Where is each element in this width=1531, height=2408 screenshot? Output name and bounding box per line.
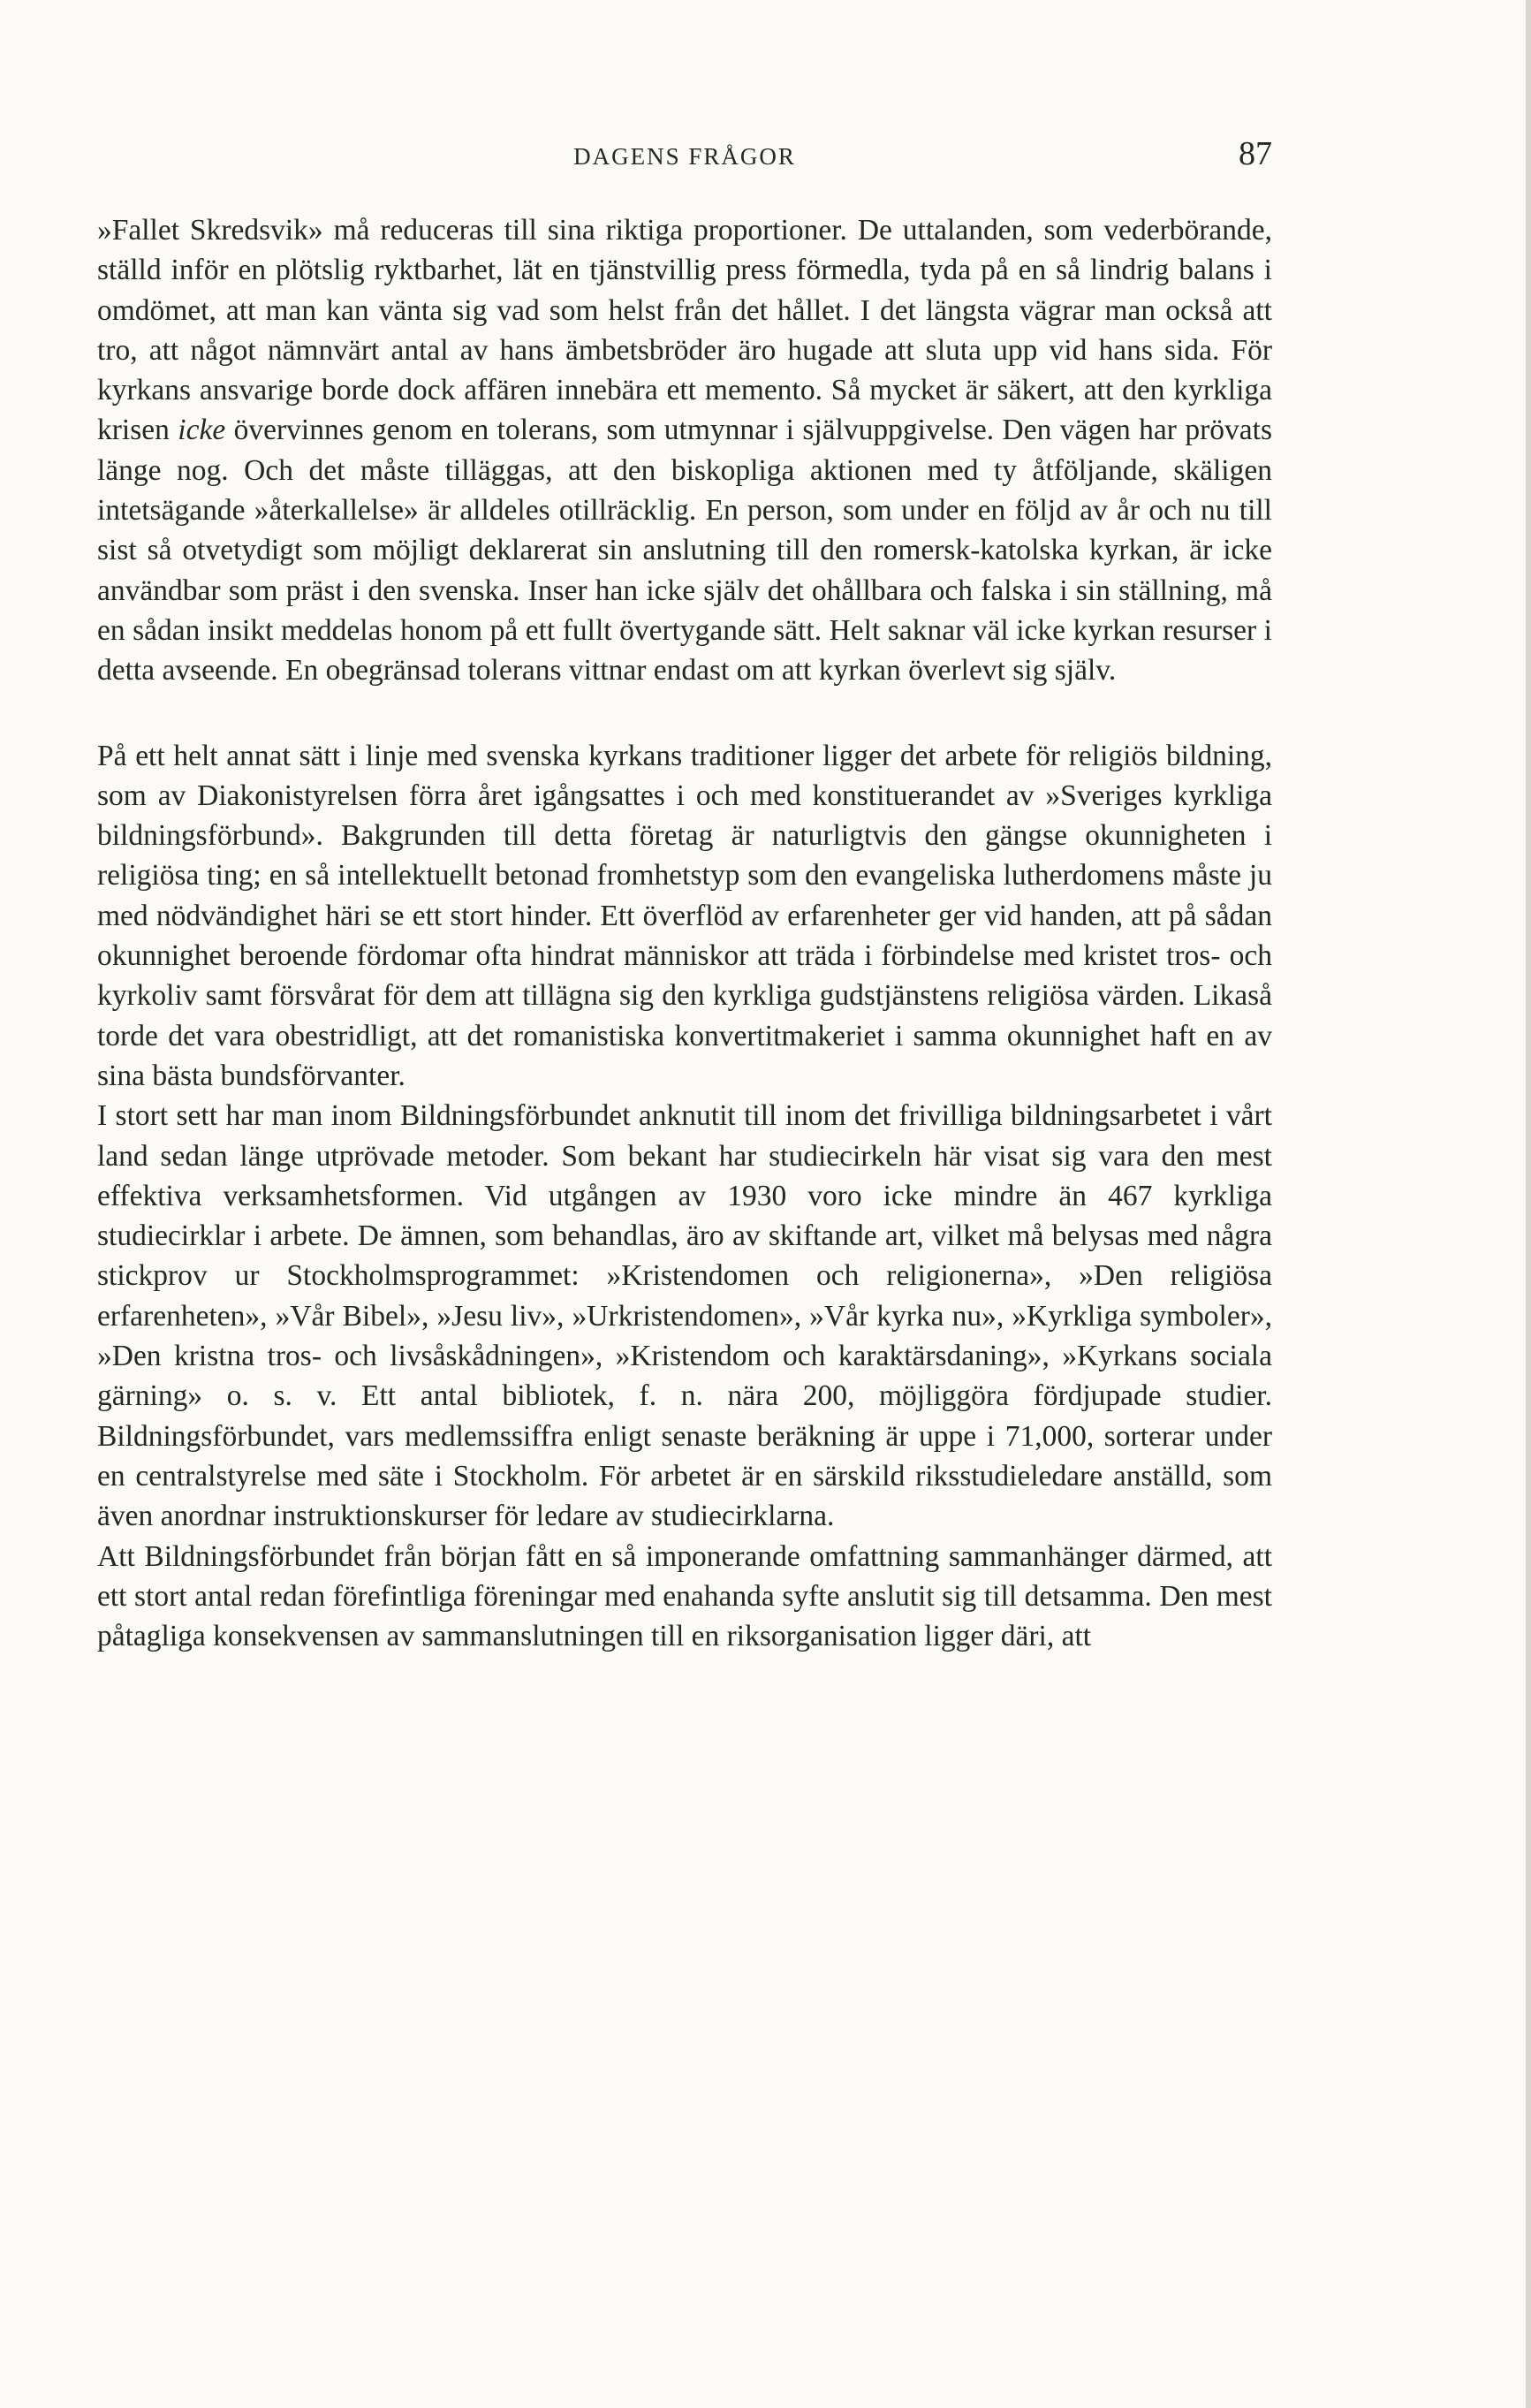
page-edge bbox=[1526, 0, 1531, 2408]
paragraph-1 bbox=[97, 210, 1272, 691]
paragraph-3: I stort sett har man inom Bildningsförbundet anknutit till inom det frivilliga bildningsarbetet i vårt land sedan länge utprövade metoder. Som bekant har studiecirkeln här visat sig vara den mest effektiva verksamhetsformen. Vid utgången av 1930 voro icke mindre än 467 kyrkliga studiecirklar i arbete. De ämnen, som behandlas, äro av skiftande art, vilket må belysas med några stickprov ur Stockholmsprogrammet: »Kristendomen och religionerna», »Den religiösa erfarenheten», »Vår Bibel», »Jesu liv», »Urkristendomen», »Vår kyrka nu», »Kyrkliga symboler», »Den kristna tros- och livsåskådningen», »Kristendom och karaktärsdaning», »Kyrkans sociala gärning» o. s. v. Ett antal bibliotek, f. n. nära 200, möjliggöra fördjupade studier. Bildningsförbundet, vars medlemssiffra enligt senaste beräkning är uppe i 71,000, sorterar under en centralstyrelse med säte i Stockholm. För arbetet är en särskild riksstudieledare anställd, som även anordnar instruktionskurser för ledare av studiecirklarna. bbox=[97, 1099, 1272, 1533]
page-header bbox=[97, 134, 1272, 187]
paragraph-1-italic-word: icke bbox=[178, 414, 226, 447]
running-head: DAGENS FRÅGOR bbox=[573, 143, 796, 170]
page-number: 87 bbox=[1239, 135, 1272, 172]
paragraph-1-part-2: övervinnes genom en tolerans, som utmynnar i självuppgivelse. Den vägen har prövats länge nog. Och det måste tilläggas, att den biskopliga aktionen med ty åtföljande, skäligen intetsägande »återkallelse» är alldeles otillräcklig. En person, som under en följd av år och nu till sist så otvetydigt som möjligt deklarerat sin anslutning till den romersk-katolska kyrkan, är icke användbar som präst i den svenska. Inser han icke själv det ohållbara och falska i sin ställning, må en sådan insikt meddelas honom på ett fullt övertygande sätt. Helt saknar väl icke kyrkan resurser i detta avseende. En obegränsad tolerans vittnar endast om att kyrkan överlevt sig själv. bbox=[97, 414, 1272, 687]
paragraph-4: Att Bildningsförbundet från början fått en så imponerande omfattning sammanhänger därmed, att ett stort antal redan förefintliga föreningar med enahanda syfte anslutit sig till detsamma. Den mest påtagliga konsekvensen av sammanslutningen till en riksorganisation ligger däri, att bbox=[97, 1539, 1272, 1653]
paragraph-gap bbox=[97, 691, 1272, 736]
body-text bbox=[97, 210, 1272, 1656]
paragraph-1-part-1: »Fallet Skredsvik» må reduceras till sina riktiga proportioner. De uttalanden, som vederbörande, ställd inför en plötslig ryktbarhet, lät en tjänstvillig press förmedla, tyda på en så lindrig balans i omdömet, att man kan vänta sig vad som helst från det hållet. I det längsta vägrar man också att tro, att något nämnvärt antal av hans ämbetsbröder äro hugade att sluta upp vid hans sida. För kyrkans ansvarige borde dock affären innebära ett memento. Så mycket är säkert, att den kyrkliga krisen bbox=[97, 214, 1272, 447]
paragraph-2: På ett helt annat sätt i linje med svenska kyrkans traditioner ligger det arbete för religiös bildning, som av Diakonistyrelsen förra året igångsattes i och med konstituerandet av »Sveriges kyrkliga bildningsförbund». Bakgrunden till detta företag är naturligtvis den gängse okunnigheten i religiösa ting; en så intellektuellt betonad fromhetstyp som den evangeliska lutherdomens måste ju med nödvändighet häri se ett stort hinder. Ett överflöd av erfarenheter ger vid handen, att på sådan okunnighet beroende fördomar ofta hindrat människor att träda i förbindelse med kristet tros- och kyrkoliv samt försvårat för dem att tillägna sig den kyrkliga gudstjänstens religiösa värden. Likaså torde det vara obestridligt, att det romanistiska konvertitmakeriet i samma okunnighet haft en av sina bästa bundsförvanter. bbox=[97, 739, 1272, 1092]
